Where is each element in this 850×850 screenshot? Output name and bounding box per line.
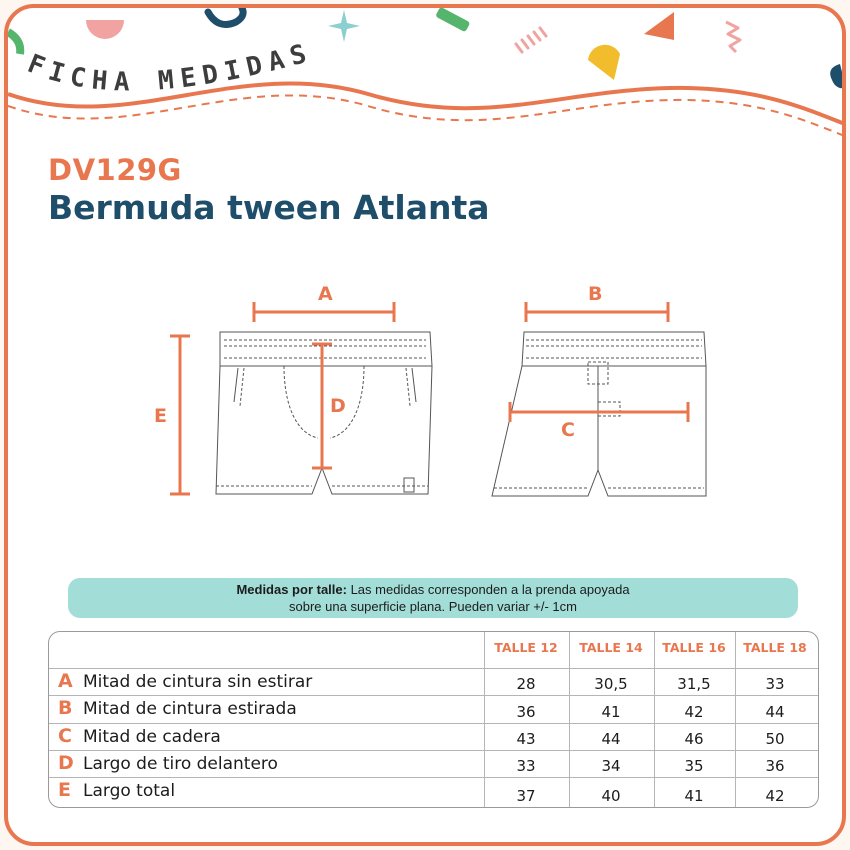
- cell-value: 43: [516, 730, 536, 748]
- front-shorts-drawing: [216, 332, 432, 494]
- cell-value: 37: [516, 787, 536, 805]
- cell-value: 34: [601, 757, 621, 775]
- row-label: Largo de tiro delantero: [83, 754, 278, 774]
- row-letter: B: [58, 697, 73, 719]
- size-table: [48, 631, 819, 808]
- header-talle-12: TALLE 12: [494, 640, 558, 655]
- measure-label-b: B: [588, 283, 603, 305]
- row-divider: [49, 723, 818, 724]
- cell-value: 40: [601, 787, 621, 805]
- measure-label-a: A: [318, 283, 333, 305]
- measure-label-c: C: [561, 419, 575, 441]
- cell-value: 44: [601, 730, 621, 748]
- size-note-bold: Medidas por talle:: [236, 582, 347, 597]
- product-name: Bermuda tween Atlanta: [48, 188, 490, 227]
- cell-value: 36: [765, 757, 785, 775]
- row-label: Mitad de cintura sin estirar: [83, 672, 313, 692]
- cell-value: 42: [684, 703, 704, 721]
- table-row: [49, 697, 818, 723]
- row-divider: [49, 668, 818, 669]
- cell-value: 42: [765, 787, 785, 805]
- row-letter: C: [58, 725, 72, 747]
- table-row: [49, 779, 818, 808]
- cell-value: 30,5: [594, 675, 628, 693]
- measure-label-d: D: [330, 395, 346, 417]
- row-label: Mitad de cadera: [83, 727, 221, 747]
- cell-value: 46: [684, 730, 704, 748]
- header-talle-14: TALLE 14: [579, 640, 643, 655]
- banner-title-text: FICHA MEDIDAS: [23, 37, 317, 98]
- row-divider: [49, 750, 818, 751]
- cell-value: 41: [601, 703, 621, 721]
- header-talle-16: TALLE 16: [662, 640, 726, 655]
- table-row: [49, 670, 818, 695]
- size-note-line1: [68, 581, 798, 598]
- row-letter: A: [58, 670, 73, 692]
- row-label: Largo total: [83, 781, 176, 801]
- cell-value: 31,5: [677, 675, 711, 693]
- table-row: [49, 752, 818, 777]
- measure-label-e: E: [154, 405, 167, 427]
- cell-value: 41: [684, 787, 704, 805]
- row-letter: E: [58, 779, 71, 801]
- cell-value: 33: [765, 675, 785, 693]
- row-label: Mitad de cintura estirada: [83, 699, 297, 719]
- garment-diagram: [8, 8, 846, 568]
- header-talle-18: TALLE 18: [743, 640, 807, 655]
- row-divider: [49, 695, 818, 696]
- row-letter: D: [58, 752, 74, 774]
- cell-value: 36: [516, 703, 536, 721]
- cell-value: 50: [765, 730, 785, 748]
- row-divider: [49, 777, 818, 778]
- back-shorts-drawing: [492, 332, 706, 496]
- size-note-line2: sobre una superficie plana. Pueden variar +/- 1cm: [289, 599, 577, 614]
- size-note-box: [68, 578, 798, 618]
- product-code: DV129G: [48, 153, 182, 187]
- cell-value: 33: [516, 757, 536, 775]
- cell-value: 28: [516, 675, 536, 693]
- cell-value: 44: [765, 703, 785, 721]
- cell-value: 35: [684, 757, 704, 775]
- table-row: [49, 725, 818, 750]
- size-note-line1-text: Las medidas corresponden a la prenda apoyada: [346, 582, 630, 597]
- page-frame: [4, 4, 846, 846]
